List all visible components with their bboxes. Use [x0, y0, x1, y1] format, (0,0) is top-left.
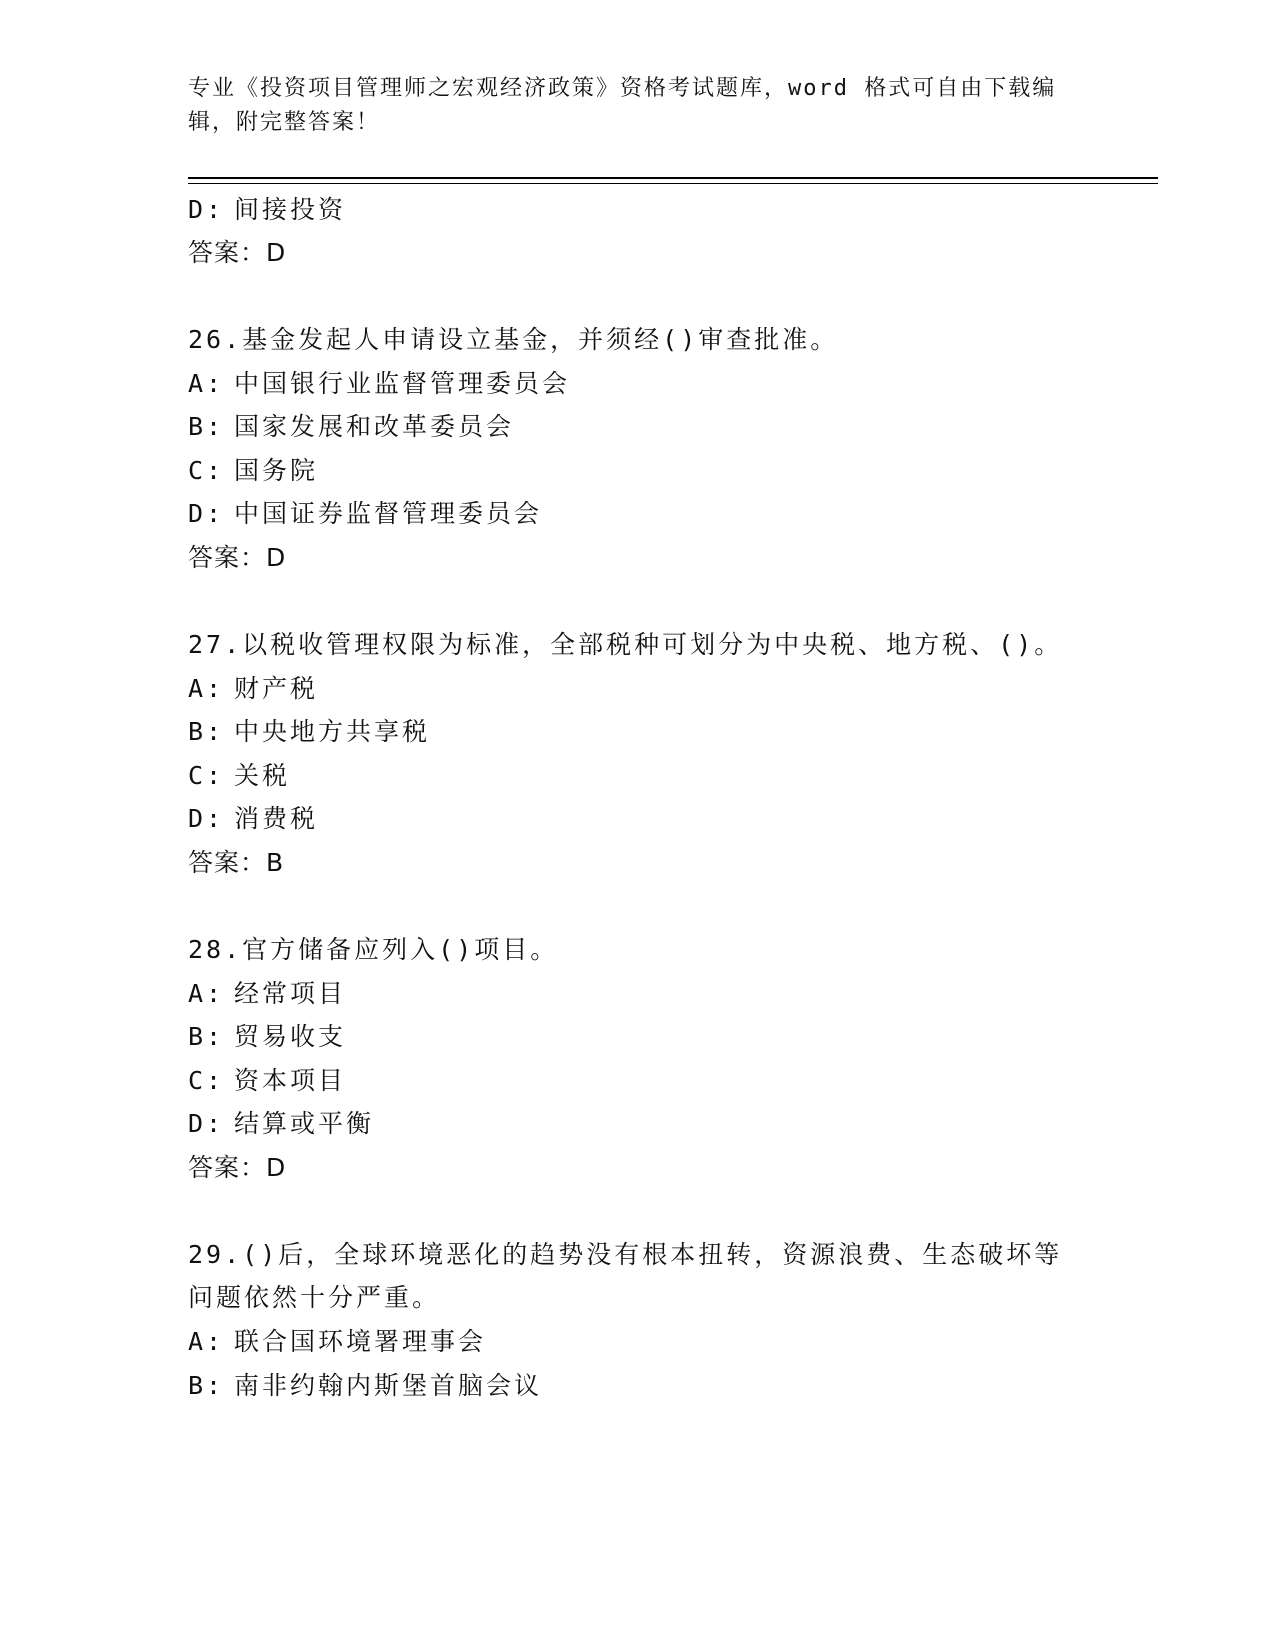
- option-a: [188, 1322, 486, 1358]
- option-prefix: A:: [188, 369, 225, 398]
- option-a: [188, 974, 346, 1010]
- option-b: [188, 1366, 542, 1402]
- option-prefix: D:: [188, 195, 225, 224]
- option-prefix: C:: [188, 1066, 225, 1095]
- question-stem-line-2: 问题依然十分严重。: [188, 1283, 441, 1312]
- option-text: 国家发展和改革委员会: [234, 412, 515, 441]
- header-line-1: 专业《投资项目管理师之宏观经济政策》资格考试题库，word 格式可自由下载编: [188, 76, 1057, 101]
- option-prefix: B:: [188, 1371, 225, 1400]
- option-prefix: A:: [188, 1327, 225, 1356]
- option-text: 中国证券监督管理委员会: [234, 499, 543, 528]
- answer-line: 答案：B: [188, 848, 285, 877]
- option-a: [188, 364, 570, 400]
- answer-line: 答案：D: [188, 543, 287, 572]
- option-text: 南非约翰内斯堡首脑会议: [234, 1371, 543, 1400]
- question-stem: 28.官方储备应列入()项目。: [188, 935, 559, 964]
- option-text: 国务院: [234, 456, 319, 485]
- header-divider-thick: [188, 177, 1158, 179]
- question-stem: 26.基金发起人申请设立基金，并须经()审查批准。: [188, 325, 839, 354]
- option-prefix: C:: [188, 456, 225, 485]
- header-divider-thin: [188, 183, 1158, 184]
- option-b: [188, 1017, 346, 1053]
- document-header: [188, 72, 1088, 140]
- option-prefix: A:: [188, 674, 225, 703]
- question-stem-line-1: 29.()后，全球环境恶化的趋势没有根本扭转，资源浪费、生态破坏等: [188, 1240, 1063, 1269]
- option-prefix: D:: [188, 804, 225, 833]
- option-prefix: A:: [188, 979, 225, 1008]
- option-text: 资本项目: [234, 1066, 347, 1095]
- option-text: 贸易收支: [234, 1022, 347, 1051]
- option-prefix: B:: [188, 1022, 225, 1051]
- option-c: [188, 1061, 346, 1097]
- option-text: 消费税: [234, 804, 319, 833]
- option-d: [188, 190, 346, 226]
- option-b: [188, 407, 514, 443]
- option-c: [188, 451, 318, 487]
- header-line-2: 辑，附完整答案！: [188, 110, 381, 135]
- option-text: 间接投资: [234, 195, 347, 224]
- option-prefix: D:: [188, 499, 225, 528]
- option-prefix: C:: [188, 761, 225, 790]
- option-prefix: B:: [188, 412, 225, 441]
- option-text: 关税: [234, 761, 291, 790]
- option-prefix: D:: [188, 1109, 225, 1138]
- option-d: [188, 799, 318, 835]
- option-text: 结算或平衡: [234, 1109, 375, 1138]
- option-d: [188, 494, 542, 530]
- option-b: [188, 712, 430, 748]
- option-text: 中国银行业监督管理委员会: [234, 369, 571, 398]
- option-d: [188, 1104, 374, 1140]
- option-c: [188, 756, 290, 792]
- question-stem: 27.以税收管理权限为标准，全部税种可划分为中央税、地方税、()。: [188, 630, 1063, 659]
- option-text: 财产税: [234, 674, 319, 703]
- option-text: 经常项目: [234, 979, 347, 1008]
- option-a: [188, 669, 318, 705]
- option-prefix: B:: [188, 717, 225, 746]
- answer-line: 答案：D: [188, 238, 287, 267]
- option-text: 联合国环境署理事会: [234, 1327, 487, 1356]
- answer-line: 答案：D: [188, 1153, 287, 1182]
- option-text: 中央地方共享税: [234, 717, 431, 746]
